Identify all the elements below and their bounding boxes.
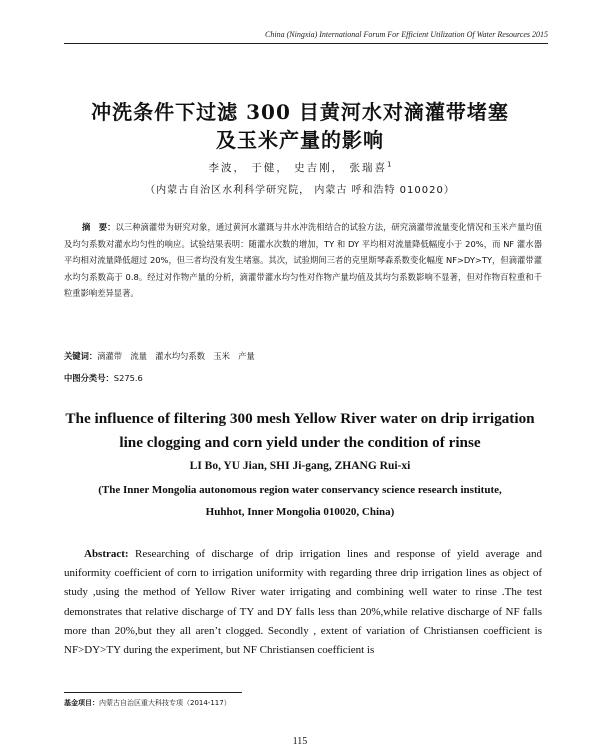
english-title-line-2: line clogging and corn yield under the condition of rinse [119,434,481,451]
header-rule [64,43,548,44]
english-title-line-1: The influence of filtering 300 mesh Yellow River water on drip irrigation [65,410,535,427]
chinese-classification-code: S275.6 [113,373,143,383]
footnote-label: 基金项目： [64,699,99,707]
chinese-authors [0,160,600,175]
footnote-rule [64,692,242,693]
author-superscript: 1 [387,160,392,169]
chinese-classification-label: 中图分类号： [64,373,114,383]
footnote-text: 内蒙古自治区重大科技专项（2014-117） [99,699,231,707]
chinese-author-names: 李波， 于健， 史吉刚， 张瑞喜 [208,162,388,174]
chinese-abstract-label: 摘 要： [82,222,116,232]
chinese-affiliation: （内蒙古自治区水利科学研究院， 内蒙古 呼和浩特 010020） [145,185,455,196]
chinese-keywords-label: 关键词： [64,351,98,361]
chinese-title-line-1: 冲洗条件下过滤 300 目黄河水对滴灌带堵塞 [91,100,509,124]
english-affiliation-line-1: (The Inner Mongolia autonomous region water conservancy science research institute, [98,484,502,496]
english-abstract-label: Abstract: [84,548,129,560]
chinese-keywords [64,348,542,365]
english-affiliation-line-2: Huhhot, Inner Mongolia 010020, China) [205,506,395,518]
chinese-abstract-text: 以三种滴灌带为研究对象，通过黄河水灌溉与井水冲洗相结合的试验方法，研究滴灌带流量变化情况和玉米产量均值及均匀系数对灌水均匀性的响应。试验结果表明：随灌水次数的增加，TY 和 DY 平均相对流量降低幅度小于 20%，而 NF 灌水器平均相对流量降低超过 20%，但三者均没有发生堵塞。其次，试验期间三者的克里斯琴森系数变化幅度 NF>DY>TY，但滴灌带灌水均匀系数高于 0.8。经过对作物产量的分析，滴灌带灌水均匀性对作物产量均值及其均匀系数影响不显著，但对作物百粒重和千粒重影响差异显著。 [64,222,542,299]
funding-footnote [64,698,231,708]
chinese-keywords-text: 滴灌带 流量 灌水均匀系数 玉米 产量 [97,351,255,361]
english-abstract-text: Researching of discharge of drip irrigation lines and response of yield average and uniformity coefficient of corn to irrigation uniformity with regarding three drip irrigation lines as object of study ,using the method of Yellow River water irrigating and combining well water to rinse .The test demonstrates that relative discharge of TY and DY falls less than 20%,while relative discharge of NF falls more than 20%,but they all aren’t clogged. Secondly , extent of variation of Christiansen coefficient is NF>DY>TY during the experiment, but NF Christiansen coefficient is [64,548,542,657]
page-number: 115 [292,736,308,747]
chinese-abstract [64,219,542,302]
running-head: China (Ningxia) International Forum For Efficient Utilization Of Water Resources 2015 [265,30,548,39]
english-abstract [64,545,542,660]
chinese-title-line-2: 及玉米产量的影响 [216,128,384,152]
chinese-classification [64,370,542,387]
english-authors: LI Bo, YU Jian, SHI Ji-gang, ZHANG Rui-xi [189,460,411,472]
